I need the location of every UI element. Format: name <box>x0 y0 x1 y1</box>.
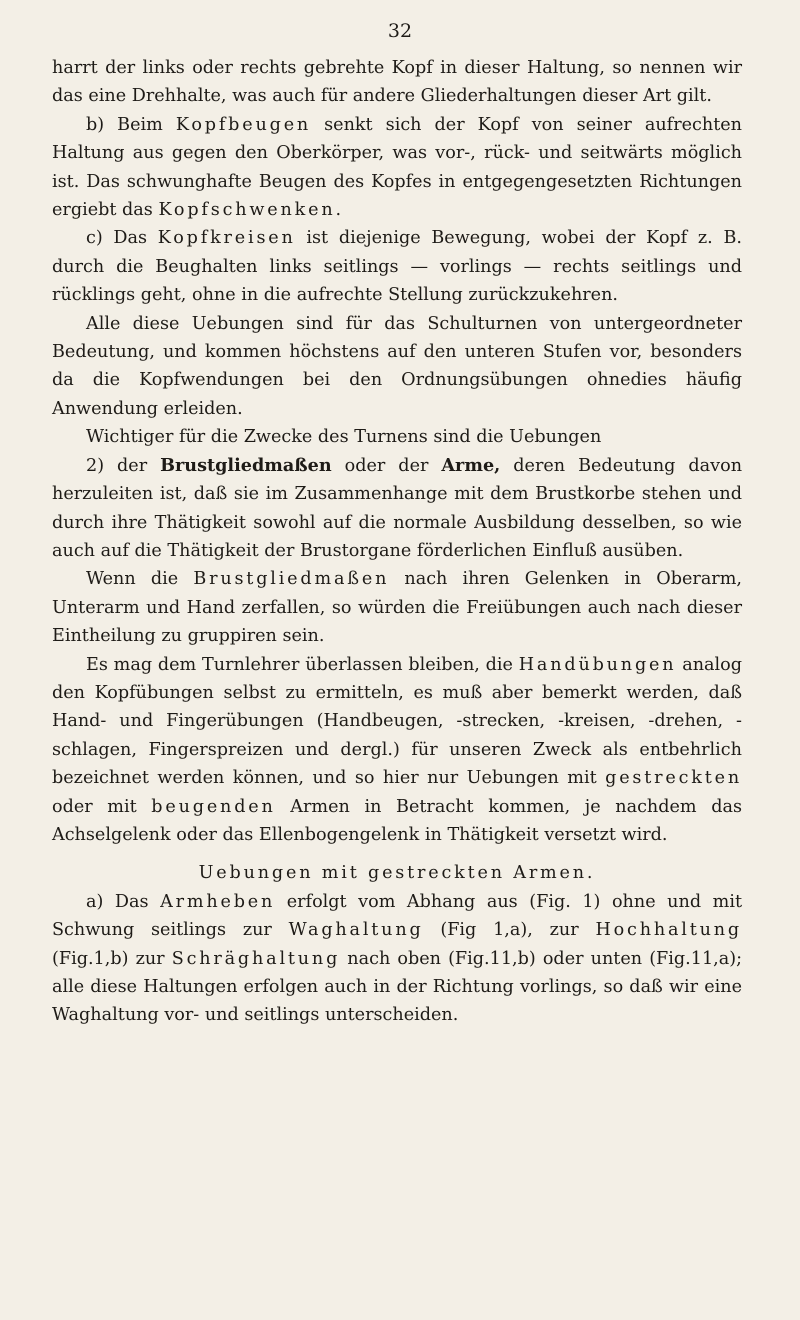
section-heading: Uebungen mit gestreckten Armen. <box>198 863 596 884</box>
term-schraeghaltung: Schräghaltung <box>171 948 341 969</box>
term-kopfkreisen: Kopfkreisen <box>157 228 296 249</box>
term-brustgliedmassen: Brustgliedmaßen <box>193 569 390 590</box>
paragraph-gelenke: Wenn die Brustgliedmaßen nach ihren Gelenken in Oberarm, Unterarm und Hand zerfallen, so würden die Freiübungen auch nach dieser Eintheilung zu gruppiren sein. <box>52 569 742 647</box>
term-kopfbeugen: Kopfbeugen <box>175 114 312 135</box>
heading-arme: Arme, <box>441 454 501 476</box>
term-kopfschwenken: Kopfschwenken. <box>158 200 344 221</box>
term-waghaltung: Waghaltung <box>288 920 424 941</box>
page-number: 32 <box>387 20 413 42</box>
paragraph-continuation: harrt der links oder rechts gebrehte Kopf in dieser Haltung, so nennen wir das eine Drehhalte, was auch für andere Gliederhaltungen dieser Art gilt. <box>52 58 742 107</box>
paragraph-handuebungen: Es mag dem Turnlehrer überlassen bleiben, die Handübungen analog den Kopfübungen selbst zu ermitteln, es muß aber bemerkt werden, daß Hand- und Fingerübungen (Handbeugen, -strecken, -kreisen, -drehen, -schlagen, Fingerspreizen und dergl.) für unseren Zweck als entbehrlich bezeichnet werden können, und so hier nur Uebungen mit gestreckten oder mit beugenden Armen in Betracht kommen, je nachdem das Achselgelenk oder das Ellenbogengelenk in Thätigkeit versetzt wird. <box>52 654 743 845</box>
paragraph-kopfbeugen: b) Beim Kopfbeugen senkt sich der Kopf von seiner aufrechten Haltung aus gegen den Oberkörper, was vor-, rück- und seitwärts möglich ist. Das schwunghafte Beugen des Kopfes in entgegengesetzten Richtungen ergiebt das Kopfschwenken. <box>52 114 743 221</box>
term-beugenden: beugenden <box>151 796 276 817</box>
term-armheben: Armheben <box>160 891 276 912</box>
heading-brustgliedmassen: Brustgliedmaßen <box>160 454 332 476</box>
paragraph-alle-uebungen: Alle diese Uebungen sind für das Schulturnen von untergeordneter Bedeutung, und kommen höchstens auf den unteren Stufen vor, besonders da die Kopfwendungen bei den Ordnungsübungen ohnedies häufig Anwendung erleiden. <box>52 313 742 419</box>
paragraph-kopfkreisen: c) Das Kopfkreisen ist diejenige Bewegung, wobei der Kopf z. B. durch die Beughalten links seitlings — vorlings — rechts seitlings und rücklings geht, ohne in die aufrechte Stellung zurückzukehren. <box>52 228 742 306</box>
term-gestreckten: gestreckten <box>605 768 743 789</box>
paragraph-wichtiger: Wichtiger für die Zwecke des Turnens sind die Uebungen <box>86 427 602 448</box>
term-hochhaltung: Hochhaltung <box>595 920 742 941</box>
paragraph-armheben: a) Das Armheben erfolgt vom Abhang aus (Fig. 1) ohne und mit Schwung seitlings zur Waghaltung (Fig 1,a), zur Hochhaltung (Fig.1,b) zur Schräghaltung nach oben (Fig.11,b) oder unten (Fig.11,a); alle diese Haltungen erfolgen auch in der Richtung vorlings, so daß wir eine Waghaltung vor- und seitlings unterscheiden. <box>52 891 743 1026</box>
paragraph-brustgliedmassen: 2) der Brustgliedmaßen oder der Arme, deren Bedeutung davon herzuleiten ist, daß sie im Zusammenhange mit dem Brustkorbe stehen und durch ihre Thätigkeit sowohl auf die normale Ausbildung desselben, so wie auch auf die Thätigkeit der Brustorgane förderlichen Einfluß ausüben. <box>52 454 743 561</box>
term-handuebungen: Handübungen <box>518 654 677 675</box>
text-column <box>52 54 742 1030</box>
